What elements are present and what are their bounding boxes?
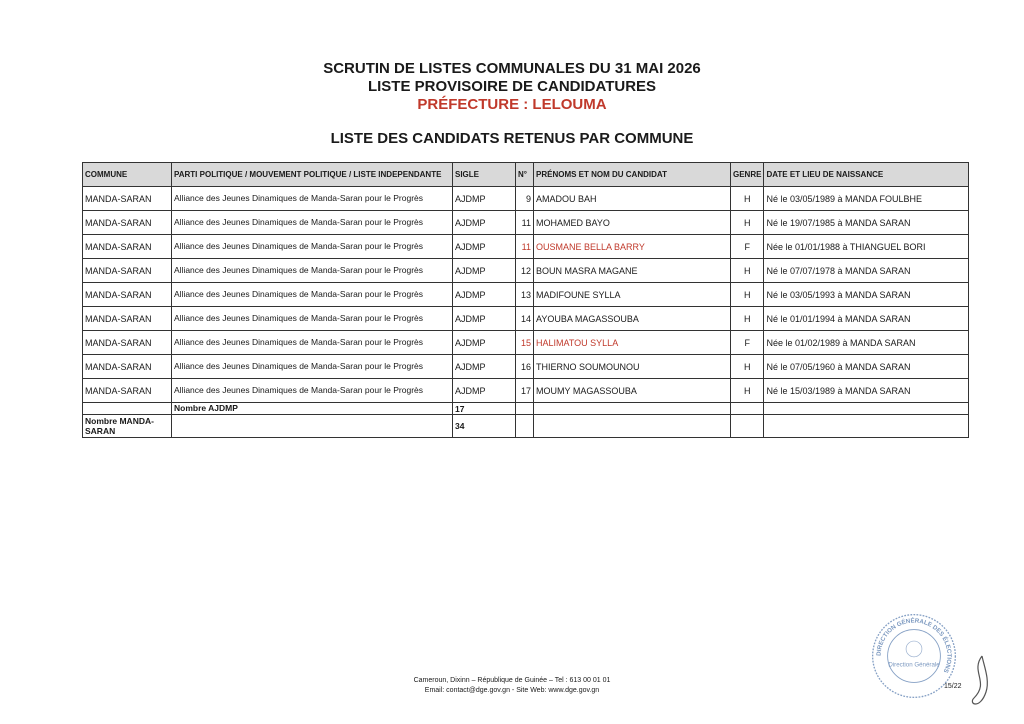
cell-commune: MANDA-SARAN [83,259,172,283]
empty-cell [516,415,534,438]
table-row [83,235,969,259]
cell-naissance: Né le 07/05/1960 à MANDA SARAN [764,355,969,379]
cell-nom: AYOUBA MAGASSOUBA [534,307,731,331]
cell-naissance: Né le 19/07/1985 à MANDA SARAN [764,211,969,235]
cell-genre: H [731,355,764,379]
cell-sigle: AJDMP [453,235,516,259]
empty-cell [534,415,731,438]
cell-nom: AMADOU BAH [534,187,731,211]
cell-parti: Alliance des Jeunes Dinamiques de Manda-Saran pour le Progrès [172,331,453,355]
title-line-1: SCRUTIN DE LISTES COMMUNALES DU 31 MAI 2026 [323,60,701,77]
cell-naissance: Née le 01/01/1988 à THIANGUEL BORI [764,235,969,259]
subtotal-value: 17 [453,403,516,415]
cell-sigle: AJDMP [453,331,516,355]
empty-cell [764,415,969,438]
cell-parti: Alliance des Jeunes Dinamiques de Manda-Saran pour le Progrès [172,379,453,403]
cell-genre: F [731,235,764,259]
candidates-table [82,162,969,438]
cell-genre: F [731,331,764,355]
cell-parti: Alliance des Jeunes Dinamiques de Manda-Saran pour le Progrès [172,355,453,379]
table-row [83,307,969,331]
col-header-commune: COMMUNE [83,163,172,187]
table-row [83,379,969,403]
table-row [83,283,969,307]
cell-sigle: AJDMP [453,355,516,379]
cell-num: 9 [516,187,534,211]
cell-nom: OUSMANE BELLA BARRY [534,235,731,259]
cell-naissance: Né le 03/05/1993 à MANDA SARAN [764,283,969,307]
col-header-num: N° [516,163,534,187]
signature-icon [960,652,996,712]
total-value: 34 [453,415,516,438]
cell-genre: H [731,379,764,403]
cell-commune: MANDA-SARAN [83,187,172,211]
cell-commune: MANDA-SARAN [83,235,172,259]
total-label: Nombre MANDA-SARAN [83,415,172,438]
cell-commune: MANDA-SARAN [83,307,172,331]
subtotal-label: Nombre AJDMP [172,403,453,415]
cell-sigle: AJDMP [453,259,516,283]
cell-commune: MANDA-SARAN [83,379,172,403]
empty-cell [731,415,764,438]
cell-num: 11 [516,235,534,259]
cell-naissance: Née le 01/02/1989 à MANDA SARAN [764,331,969,355]
col-header-nom: PRÉNOMS ET NOM DU CANDIDAT [534,163,731,187]
cell-commune: MANDA-SARAN [83,331,172,355]
total-row [83,415,969,438]
cell-parti: Alliance des Jeunes Dinamiques de Manda-Saran pour le Progrès [172,307,453,331]
page-number: 15/22 [944,683,962,690]
cell-sigle: AJDMP [453,283,516,307]
cell-parti: Alliance des Jeunes Dinamiques de Manda-Saran pour le Progrès [172,211,453,235]
cell-naissance: Né le 15/03/1989 à MANDA SARAN [764,379,969,403]
empty-cell [731,403,764,415]
empty-cell [516,403,534,415]
cell-num: 12 [516,259,534,283]
cell-num: 17 [516,379,534,403]
cell-commune: MANDA-SARAN [83,283,172,307]
cell-parti: Alliance des Jeunes Dinamiques de Manda-Saran pour le Progrès [172,283,453,307]
cell-num: 14 [516,307,534,331]
subtotal-row [83,403,969,415]
table-row [83,187,969,211]
cell-nom: MADIFOUNE SYLLA [534,283,731,307]
col-header-parti: PARTI POLITIQUE / MOUVEMENT POLITIQUE / LISTE INDEPENDANTE [172,163,453,187]
cell-naissance: Né le 03/05/1989 à MANDA FOULBHE [764,187,969,211]
cell-genre: H [731,283,764,307]
cell-parti: Alliance des Jeunes Dinamiques de Manda-Saran pour le Progrès [172,259,453,283]
cell-nom: THIERNO SOUMOUNOU [534,355,731,379]
footer-contact: Email: contact@dge.gov.gn - Site Web: www.dge.gov.gn [424,687,600,694]
cell-commune: MANDA-SARAN [83,211,172,235]
cell-sigle: AJDMP [453,307,516,331]
cell-nom: MOUMY MAGASSOUBA [534,379,731,403]
col-header-genre: GENRE [731,163,764,187]
cell-num: 16 [516,355,534,379]
official-stamp-icon [870,612,958,700]
subtotal-blank [83,403,172,415]
cell-genre: H [731,211,764,235]
cell-num: 13 [516,283,534,307]
cell-nom: BOUN MASRA MAGANE [534,259,731,283]
stamp-ring-text: DIRECTION GÉNÉRALE DES ÉLECTIONS [875,617,953,674]
cell-sigle: AJDMP [453,211,516,235]
empty-cell [764,403,969,415]
table-header-row [83,163,969,187]
cell-sigle: AJDMP [453,379,516,403]
col-header-sigle: SIGLE [453,163,516,187]
cell-num: 15 [516,331,534,355]
cell-genre: H [731,187,764,211]
cell-num: 11 [516,211,534,235]
section-subtitle: LISTE DES CANDIDATS RETENUS PAR COMMUNE [330,130,694,147]
table-row [83,211,969,235]
cell-parti: Alliance des Jeunes Dinamiques de Manda-Saran pour le Progrès [172,187,453,211]
empty-cell [534,403,731,415]
cell-parti: Alliance des Jeunes Dinamiques de Manda-Saran pour le Progrès [172,235,453,259]
cell-naissance: Né le 07/07/1978 à MANDA SARAN [764,259,969,283]
table-body [83,187,969,438]
cell-nom: MOHAMED BAYO [534,211,731,235]
cell-genre: H [731,259,764,283]
cell-sigle: AJDMP [453,187,516,211]
prefecture-title: PRÉFECTURE : LELOUMA [417,96,607,113]
empty-cell [172,415,453,438]
cell-naissance: Né le 01/01/1994 à MANDA SARAN [764,307,969,331]
cell-commune: MANDA-SARAN [83,355,172,379]
table-row [83,331,969,355]
table-row [83,259,969,283]
table-row [83,355,969,379]
cell-genre: H [731,307,764,331]
footer-address: Cameroun, Dixinn – République de Guinée – Tel : 613 00 01 01 [413,677,611,684]
cell-nom: HALIMATOU SYLLA [534,331,731,355]
col-header-naissance: DATE ET LIEU DE NAISSANCE [764,163,969,187]
stamp-inner-text: Direction Générale [888,661,940,669]
title-line-2: LISTE PROVISOIRE DE CANDIDATURES [367,78,657,95]
document-title-block [0,60,1024,114]
